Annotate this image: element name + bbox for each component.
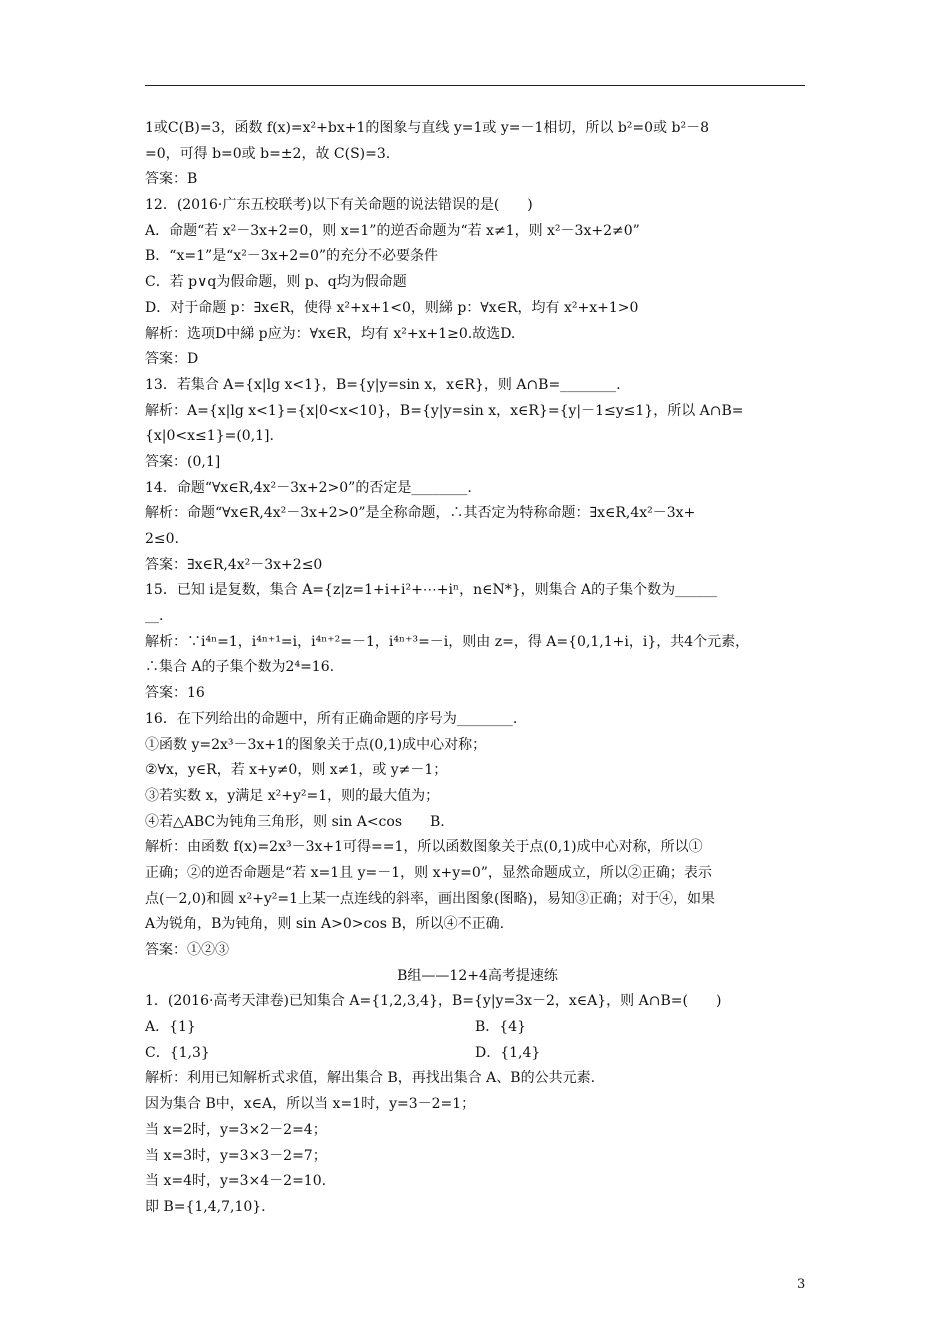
question-b1: 1．(2016·高考天津卷)已知集合 A={1,2,3,4}，B={y|y=3x－2，x∈A}，则 A∩B=( ) — [145, 993, 722, 1010]
answer-line: 答案：B — [145, 171, 198, 188]
analysis-line: 正确；②的逆否命题是“若 x=1且 y=－1，则 x+y=0”，显然命题成立，所以②正确；表示 — [145, 864, 712, 881]
analysis-line: {x|0<x≤1}=(0,1]. — [145, 428, 274, 445]
analysis-line: 2≤0. — [145, 531, 179, 547]
analysis-line: ∴集合 A的子集个数为2⁴=16. — [145, 659, 335, 676]
header-rule — [145, 85, 805, 86]
proposition-line: ②∀x，y∈R，若 x+y≠0，则 x≠1，或 y≠－1； — [145, 762, 448, 779]
text-line: =0，可得 b=0或 b=±2，故 C(S)=3. — [145, 145, 391, 162]
text-line: 1或C(B)=3，函数 f(x)=x²+bx+1的图象与直线 y=1或 y=－1相切，所以 b²=0或 b²－8 — [145, 120, 709, 136]
option-c: C．{1,3} — [145, 1044, 210, 1061]
analysis-line: 解析：A={x|lg x<1}={x|0<x<10}，B={y|y=sin x，x∈R}={y|－1≤y≤1}，所以 A∩B= — [145, 402, 744, 419]
analysis-line: 点(－2,0)和圆 x²+y²=1上某一点连线的斜率，画出图象(图略)，易知③正确；对于④，如果 — [145, 890, 715, 907]
question-15-cont: __. — [145, 608, 164, 625]
proposition-line: ④若△ABC为钝角三角形，则 sin A<cos B. — [145, 813, 445, 830]
option-d: D．{1,4} — [475, 1044, 541, 1061]
analysis-line: 当 x=2时，y=3×2－2=4； — [145, 1121, 327, 1138]
page-number: 3 — [797, 1277, 806, 1292]
option-line: D．对于命题 p：∃x∈R，使得 x²+x+1<0，则綈 p：∀x∈R，均有 x²+x+1>0 — [145, 299, 639, 316]
options-row — [145, 1041, 810, 1067]
answer-line: 答案：①②③ — [145, 942, 229, 958]
option-b: B．{4} — [475, 1019, 527, 1036]
question-15: 15．已知 i是复数，集合 A={z|z=1+i+i²+⋯+iⁿ，n∈N*}，则集合 A的子集个数为______ — [145, 582, 718, 599]
page-content — [145, 116, 810, 1221]
analysis-line: 当 x=3时，y=3×3－2=7； — [145, 1147, 327, 1164]
option-line: A．命题“若 x²－3x+2=0，则 x=1”的逆否命题为“若 x≠1，则 x²－3x+2≠0” — [145, 222, 640, 239]
analysis-line: 即 B={1,4,7,10}. — [145, 1198, 266, 1215]
answer-line: 答案：D — [145, 351, 199, 368]
analysis-line: 当 x=4时，y=3×4－2=10. — [145, 1173, 327, 1190]
option-line: C．若 p∨q为假命题，则 p、q均为假命题 — [145, 274, 407, 291]
proposition-line: ①函数 y=2x³－3x+1的图象关于点(0,1)成中心对称； — [145, 736, 487, 753]
analysis-line: 解析：由函数 f(x)=2x³－3x+1可得==1，所以函数图象关于点(0,1)成中心对称，所以① — [145, 839, 703, 856]
analysis-line: A为锐角，B为钝角，则 sin A>0>cos B，所以④不正确. — [145, 916, 505, 933]
answer-line: 答案：(0,1] — [145, 453, 221, 470]
analysis-line: 解析：∵i⁴ⁿ=1，i⁴ⁿ⁺¹=i，i⁴ⁿ⁺²=－1，i⁴ⁿ⁺³=－i，则由 z=，得 A={0,1,1+i，i}，共4个元素， — [145, 633, 750, 650]
option-a: A．{1} — [145, 1019, 196, 1036]
analysis-line: 解析：命题“∀x∈R,4x²－3x+2>0”是全称命题，∴其否定为特称命题：∃x∈R,4x²－3x+ — [145, 505, 696, 522]
question-14: 14．命题“∀x∈R,4x²－3x+2>0”的否定是________. — [145, 479, 472, 496]
question-13: 13．若集合 A={x|lg x<1}，B={y|y=sin x，x∈R}，则 A∩B=________. — [145, 376, 621, 393]
question-16: 16．在下列给出的命题中，所有正确命题的序号为________. — [145, 710, 518, 727]
proposition-line: ③若实数 x，y满足 x²+y²=1，则的最大值为； — [145, 787, 440, 804]
answer-line: 答案：16 — [145, 685, 205, 702]
answer-line: 答案：∃x∈R,4x²－3x+2≤0 — [145, 556, 323, 573]
analysis-line: 解析：利用已知解析式求值，解出集合 B，再找出集合 A、B的公共元素. — [145, 1070, 596, 1087]
analysis-line: 因为集合 B中，x∈A，所以当 x=1时，y=3－2=1； — [145, 1096, 476, 1113]
section-heading: B组——12+4高考提速练 — [397, 967, 558, 984]
question-12: 12．(2016·广东五校联考)以下有关命题的说法错误的是( ) — [145, 197, 533, 214]
option-line: B．“x=1”是“x²－3x+2=0”的充分不必要条件 — [145, 248, 439, 265]
analysis-line: 解析：选项D中綈 p应为：∀x∈R，均有 x²+x+1≥0.故选D. — [145, 325, 516, 342]
options-row — [145, 1015, 810, 1041]
